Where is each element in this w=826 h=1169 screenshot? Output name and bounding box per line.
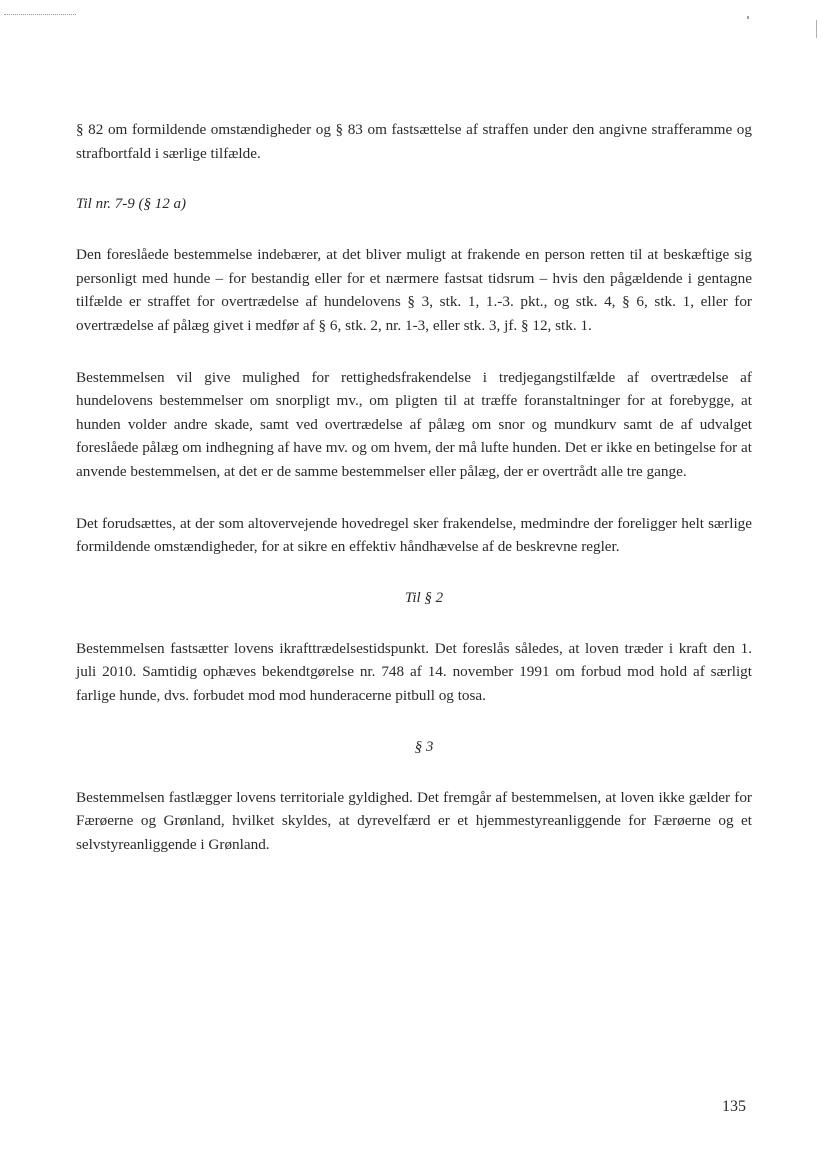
- scan-artifact-mark: [747, 16, 749, 19]
- heading-til-paragraf-2: Til § 2: [404, 589, 444, 606]
- paragraph-tredjegangstilfaelde: Bestemmelsen vil give mulighed for rettighedsfrakendelse i tredjegangstilfælde af overtrædelse af hundelovens bestemmelser om snorpligt mv., om pligten til at træffe foranstaltninger for at forebygge, at hunden volder andre skade, samt ved overtrædelse af pålæg om snor og mundkurv samt de af udvalget foreslåede pålæg om indhegning af have mv. og om hvem, der må lufte hunden. Det er ikke en betingelse for at anvende bestemmelsen, at det er de samme bestemmelser eller pålæg, der er overtrådt alle tre gange.: [76, 368, 752, 480]
- intro-paragraph: § 82 om formildende omstændigheder og § 83 om fastsættelse af straffen under den angivne strafferamme og strafbortfald i særlige tilfælde.: [76, 121, 752, 162]
- page-number: 135: [722, 1098, 746, 1115]
- document-body: [76, 118, 752, 856]
- paragraph-ikrafttraedelse: Bestemmelsen fastsætter lovens ikrafttrædelsestidspunkt. Det foreslås således, at loven træder i kraft den 1. juli 2010. Samtidig ophæves bekendtgørelse nr. 748 af 14. november 1991 om forbud mod hold af særligt farlige hunde, dvs. forbudet mod mod hunderacerne pitbull og tosa.: [76, 639, 752, 704]
- heading-til-nr-7-9: Til nr. 7-9 (§ 12 a): [76, 196, 187, 213]
- scan-artifact-dots: [4, 14, 76, 15]
- paragraph-hovedregel: Det forudsættes, at der som altovervejende hovedregel sker frakendelse, medmindre der foreligger helt særlige formildende omstændigheder, for at sikre en effektiv håndhævelse af de beskrevne regler.: [76, 514, 752, 556]
- paragraph-frakendelse: Den foreslåede bestemmelse indebærer, at det bliver muligt at frakende en person retten til at beskæftige sig personligt med hunde – for bestandig eller for et nærmere fastsat tidsrum – hvis den pågældende i gentagne tilfælde er straffet for overtrædelse af hundelovens § 3, stk. 1, 1.-3. pkt., og stk. 4, § 6, stk. 1, eller for overtrædelse af pålæg givet i medfør af § 6, stk. 2, nr. 1-3, eller stk. 3, jf. § 12, stk. 1.: [76, 246, 752, 334]
- paragraph-territorial-gyldighed: Bestemmelsen fastlægger lovens territoriale gyldighed. Det fremgår af bestemmelsen, at loven ikke gælder for Færøerne og Grønland, hvilket skyldes, at dyrevelfærd er et hjemmestyreanliggende for Færøerne og et selvstyreanliggende i Grønland.: [76, 788, 752, 853]
- heading-paragraf-3: § 3: [414, 738, 434, 755]
- scan-artifact-edge: [816, 20, 817, 38]
